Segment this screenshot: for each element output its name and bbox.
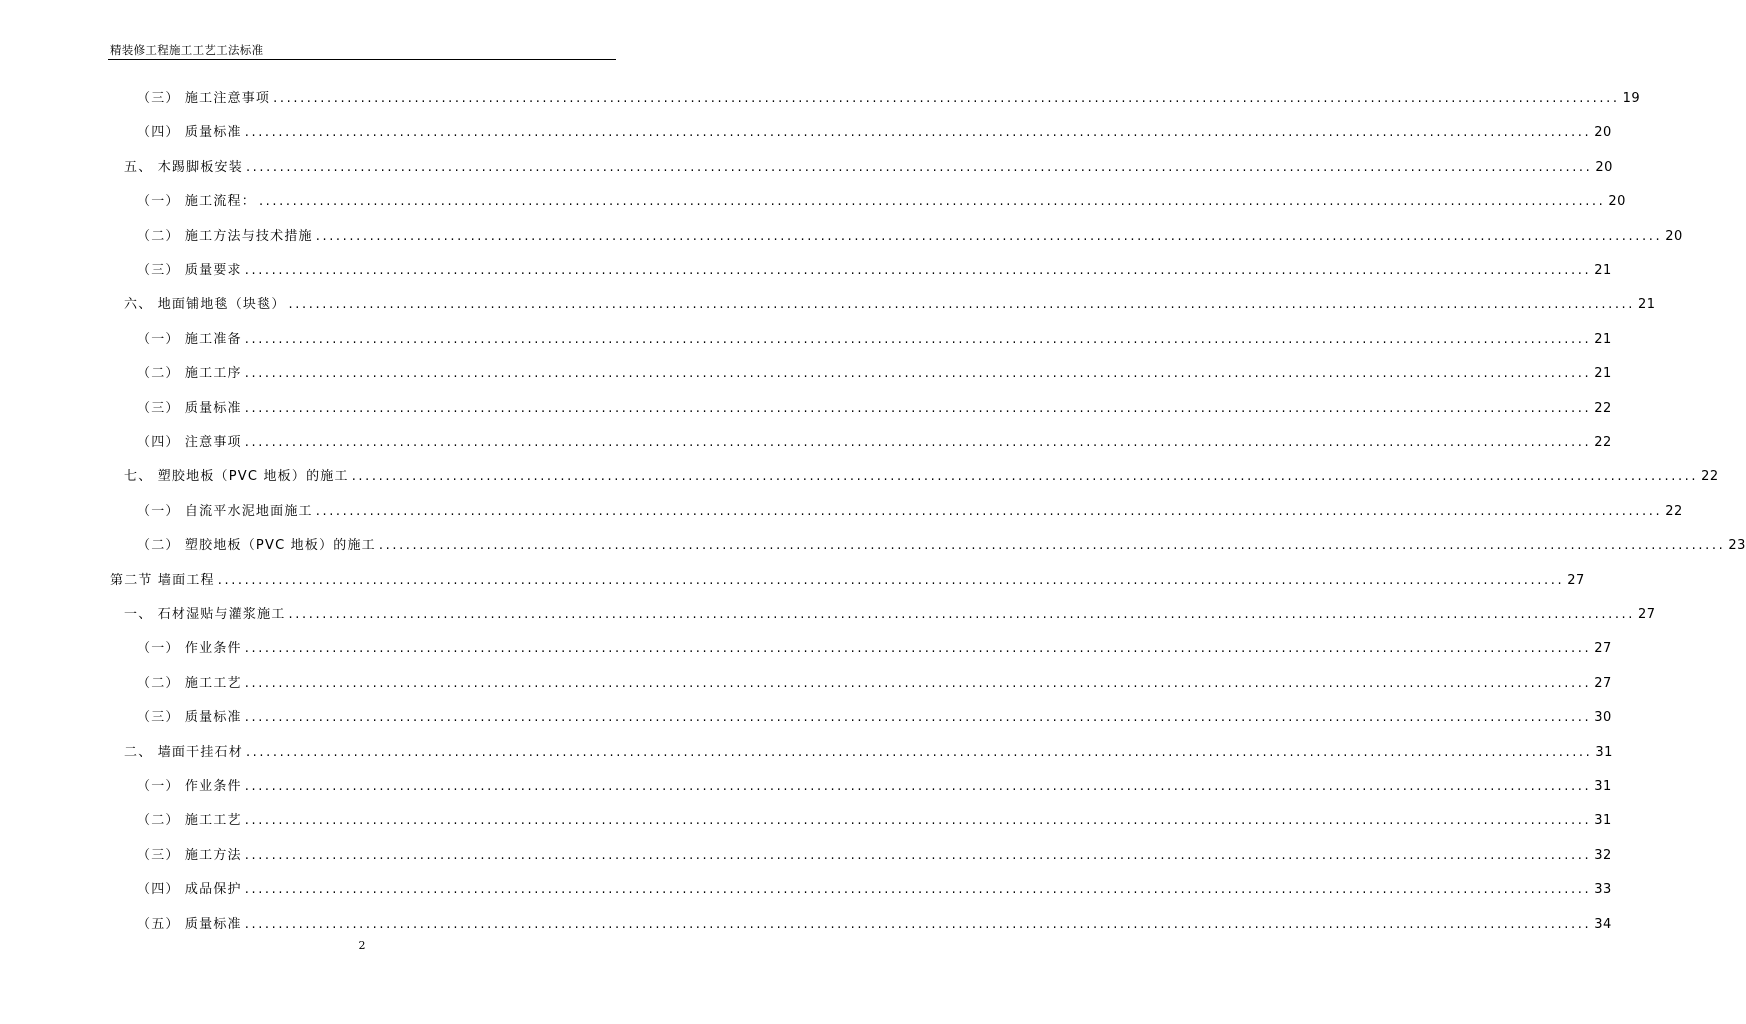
toc-entry-title: 六、 地面铺地毯（块毯） <box>124 297 286 313</box>
toc-dot-leader: ........................................................................................................................................................................................................ <box>244 331 1592 347</box>
toc-entry-title: （三） 质量要求 <box>137 263 242 278</box>
toc-entry[interactable] <box>137 225 1683 245</box>
toc-dot-leader: ........................................................................................................................................................................................................ <box>378 538 1726 554</box>
toc-entry-page: 34 <box>1594 916 1612 932</box>
toc-entry-title: （二） 施工工艺 <box>137 675 242 691</box>
toc-entry[interactable] <box>137 362 1612 382</box>
toc-dot-leader: ........................................................................................................................................................................................................ <box>244 710 1592 726</box>
toc-entry-page: 22 <box>1701 469 1719 485</box>
toc-dot-leader: ........................................................................................................................................................................................................ <box>244 641 1592 657</box>
toc-entry-page: 21 <box>1638 297 1656 313</box>
toc-entry-page: 27 <box>1594 675 1612 691</box>
toc-entry-page: 31 <box>1594 813 1612 829</box>
toc-dot-leader: ........................................................................................................................................................................................................ <box>258 194 1606 210</box>
toc-entry-page: 22 <box>1665 503 1683 519</box>
toc-entry[interactable] <box>137 87 1641 107</box>
toc-entry-title: （三） 施工方法 <box>137 847 242 863</box>
toc-dot-leader: ........................................................................................................................................................................................................ <box>244 263 1592 278</box>
toc-entry[interactable] <box>137 190 1626 210</box>
toc-entry[interactable] <box>137 259 1612 279</box>
toc-entry[interactable] <box>124 741 1613 761</box>
toc-entry[interactable] <box>124 603 1656 623</box>
toc-entry[interactable] <box>137 121 1612 141</box>
toc-entry-page: 20 <box>1594 125 1612 141</box>
toc-entry[interactable] <box>137 397 1612 417</box>
toc-entry-page: 31 <box>1594 779 1612 794</box>
toc-entry-title: （一） 施工准备 <box>137 331 242 347</box>
toc-entry-page: 21 <box>1594 331 1612 347</box>
toc-entry-title: （三） 施工注意事项 <box>137 91 271 106</box>
toc-dot-leader: ........................................................................................................................................................................................................ <box>244 125 1592 141</box>
toc-entry-page: 31 <box>1595 744 1613 760</box>
toc-entry-page: 19 <box>1622 91 1641 106</box>
toc-entry-title: 五、 木踢脚板安装 <box>124 159 243 175</box>
toc-dot-leader: ........................................................................................................................................................................................................ <box>244 813 1592 829</box>
toc-entry[interactable] <box>137 775 1612 795</box>
toc-entry-title: （一） 作业条件 <box>137 779 242 794</box>
toc-entry[interactable] <box>110 569 1585 589</box>
toc-entry-title: （五） 质量标准 <box>137 916 242 932</box>
toc-dot-leader: ........................................................................................................................................................................................................ <box>245 159 1593 175</box>
toc-entry[interactable] <box>137 500 1683 520</box>
toc-entry[interactable] <box>137 431 1612 451</box>
running-header: 精装修工程施工工艺工法标准 <box>110 43 264 57</box>
toc-entry-title: （二） 塑胶地板（PVC 地板）的施工 <box>137 538 376 554</box>
toc-dot-leader: ........................................................................................................................................................................................................ <box>244 779 1592 794</box>
toc-entry-title: （三） 质量标准 <box>137 400 242 416</box>
toc-dot-leader: ........................................................................................................................................................................................................ <box>244 916 1592 932</box>
toc-dot-leader: ........................................................................................................................................................................................................ <box>351 469 1699 485</box>
toc-entry[interactable] <box>124 156 1613 176</box>
toc-entry-page: 33 <box>1594 882 1612 898</box>
toc-entry[interactable] <box>124 293 1656 313</box>
toc-entry[interactable] <box>137 809 1612 829</box>
toc-entry-title: （四） 质量标准 <box>137 125 242 141</box>
toc-entry-title: 七、 塑胶地板（PVC 地板）的施工 <box>124 469 349 485</box>
page-number: 2 <box>358 939 366 952</box>
toc-entry-page: 27 <box>1567 572 1585 588</box>
toc-entry-page: 27 <box>1594 641 1612 657</box>
toc-dot-leader: ........................................................................................................................................................................................................ <box>244 400 1592 416</box>
toc-entry[interactable] <box>137 672 1612 692</box>
toc-entry-title: （二） 施工工艺 <box>137 813 242 829</box>
toc-entry-title: 第二节 墙面工程 <box>110 572 215 588</box>
toc-entry[interactable] <box>124 465 1719 485</box>
toc-entry-page: 20 <box>1608 194 1626 210</box>
toc-entry-page: 32 <box>1594 847 1612 863</box>
toc-entry[interactable] <box>137 637 1612 657</box>
toc-dot-leader: ........................................................................................................................................................................................................ <box>288 297 1636 313</box>
toc-dot-leader: ........................................................................................................................................................................................................ <box>244 366 1592 382</box>
toc-dot-leader: ........................................................................................................................................................................................................ <box>244 847 1592 863</box>
toc-dot-leader: ........................................................................................................................................................................................................ <box>245 744 1593 760</box>
toc-dot-leader: ........................................................................................................................................................................................................ <box>315 228 1663 244</box>
toc-entry[interactable] <box>137 844 1612 864</box>
toc-entry-title: （一） 自流平水泥地面施工 <box>137 503 313 519</box>
toc-entry-page: 23 <box>1728 538 1746 554</box>
toc-entry-title: （四） 成品保护 <box>137 882 242 898</box>
toc-entry[interactable] <box>137 913 1612 933</box>
toc-entry-title: （一） 施工流程： <box>137 194 256 210</box>
toc-entry-page: 21 <box>1594 366 1612 382</box>
toc-entry[interactable] <box>137 534 1746 554</box>
toc-dot-leader: ........................................................................................................................................................................................................ <box>217 572 1565 588</box>
toc-entry-title: （二） 施工方法与技术措施 <box>137 228 313 244</box>
toc-entry-page: 20 <box>1595 159 1613 175</box>
toc-entry-title: （二） 施工工序 <box>137 366 242 382</box>
toc-dot-leader: ........................................................................................................................................................................................................ <box>315 503 1663 519</box>
toc-entry-page: 21 <box>1594 263 1612 278</box>
toc-entry[interactable] <box>137 706 1612 726</box>
toc-entry[interactable] <box>137 328 1612 348</box>
toc-entry[interactable] <box>137 878 1612 898</box>
toc-entry-page: 22 <box>1594 435 1612 450</box>
toc-dot-leader: ........................................................................................................................................................................................................ <box>273 91 1620 106</box>
toc-dot-leader: ........................................................................................................................................................................................................ <box>244 675 1592 691</box>
toc-dot-leader: ........................................................................................................................................................................................................ <box>288 607 1636 622</box>
toc-entry-page: 27 <box>1638 607 1656 622</box>
toc-entry-title: （四） 注意事项 <box>137 435 242 450</box>
toc-entry-title: （一） 作业条件 <box>137 641 242 657</box>
toc-entry-page: 22 <box>1594 400 1612 416</box>
header-rule <box>108 59 616 60</box>
toc-dot-leader: ........................................................................................................................................................................................................ <box>244 882 1592 898</box>
toc-entry-title: （三） 质量标准 <box>137 710 242 726</box>
toc-entry-page: 20 <box>1665 228 1683 244</box>
toc-entry-title: 一、 石材湿贴与灌浆施工 <box>124 607 286 622</box>
toc-entry-title: 二、 墙面干挂石材 <box>124 744 243 760</box>
toc-dot-leader: ........................................................................................................................................................................................................ <box>244 435 1592 450</box>
toc-entry-page: 30 <box>1594 710 1612 726</box>
